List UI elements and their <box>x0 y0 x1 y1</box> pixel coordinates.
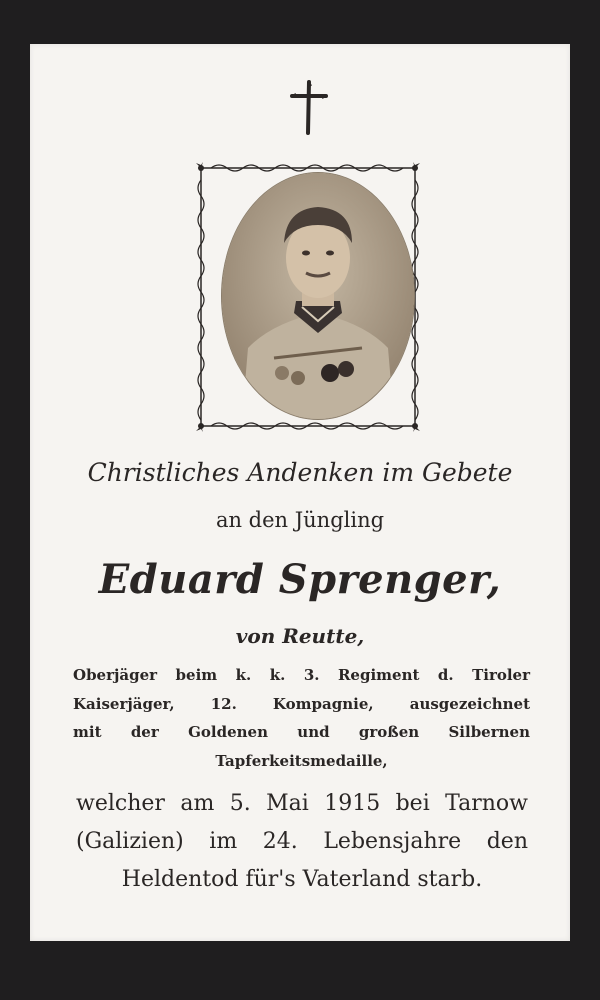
origin-line: von Reutte, <box>235 624 365 648</box>
rank-line-3: mit der Goldenen und großen Silbernen <box>73 723 530 741</box>
death-line-1: welcher am 5. Mai 1915 bei Tarnow <box>76 791 528 816</box>
death-line-2: (Galizien) im 24. Lebensjahre den <box>76 829 528 854</box>
cross-icon <box>287 80 331 136</box>
card-title: Christliches Andenken im Gebete <box>87 458 513 487</box>
dedication-line: an den Jüngling <box>215 508 385 532</box>
rank-line-1: Oberjäger beim k. k. 3. Regiment d. Tiroler <box>73 666 530 684</box>
portrait-photo <box>222 173 414 419</box>
death-line-3: Heldentod für's Vaterland starb. <box>121 867 483 892</box>
rank-line-4: Tapferkeitsmedaille, <box>215 752 388 770</box>
deceased-name: Eduard Sprenger, <box>98 556 502 603</box>
rank-line-2: Kaiserjäger, 12. Kompagnie, ausgezeichnet <box>73 695 530 713</box>
soldier-portrait-image <box>222 173 414 419</box>
